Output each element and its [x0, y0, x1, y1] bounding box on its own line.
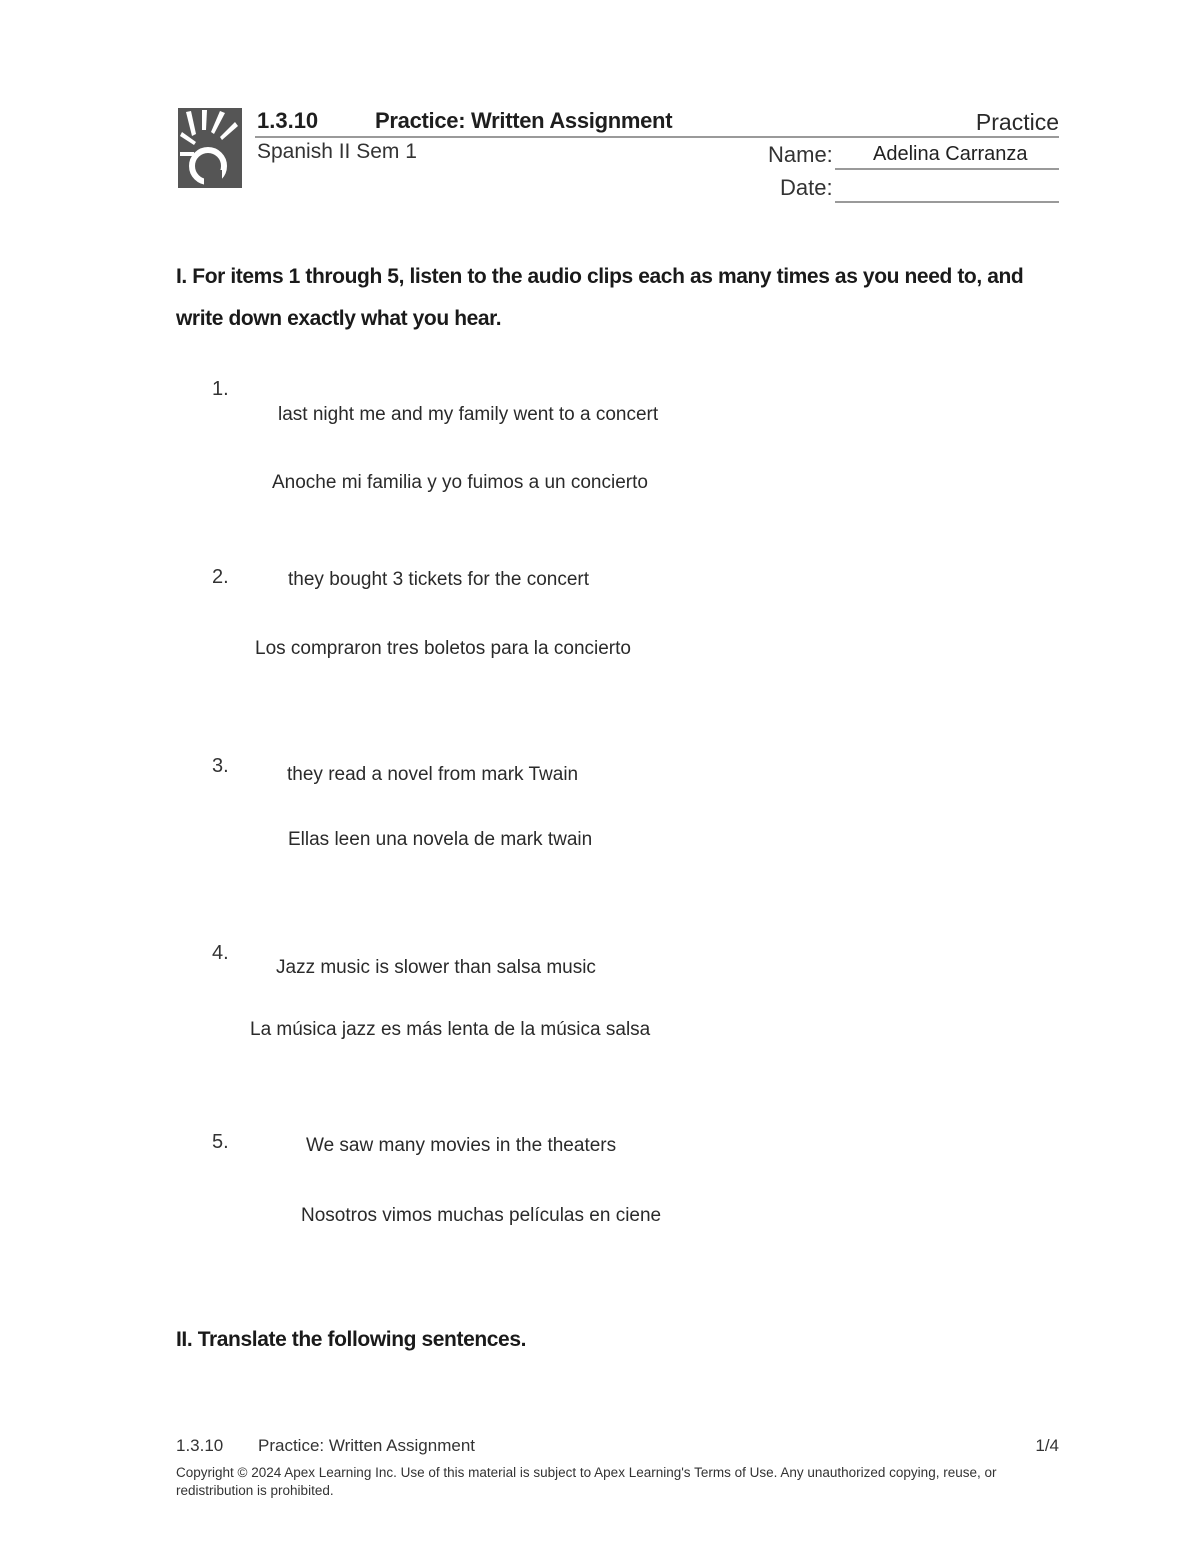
item-5-answer-text[interactable]: Nosotros vimos muchas películas en ciene — [301, 1205, 662, 1226]
page-number: 1/4 — [1035, 1436, 1059, 1455]
item-1-number: 1. — [212, 378, 229, 400]
item-3-answer-text[interactable]: Ellas leen una novela de mark twain — [288, 829, 593, 850]
item-4-heard-text[interactable]: Jazz music is slower than salsa music — [276, 957, 596, 978]
item-5-number: 5. — [212, 1131, 229, 1153]
item-1-heard-text[interactable]: last night me and my family went to a concert — [278, 404, 659, 425]
header-divider — [255, 136, 1059, 138]
document-type: Practice — [975, 109, 1059, 135]
item-4-answer-text[interactable]: La música jazz es más lenta de la música salsa — [250, 1019, 651, 1040]
date-field[interactable] — [835, 201, 1059, 203]
item-5-heard-text[interactable]: We saw many movies in the theaters — [306, 1135, 617, 1156]
course-code: 1.3.10 — [257, 108, 319, 133]
name-field[interactable]: Adelina Carranza — [873, 143, 1028, 165]
course-name: Spanish II Sem 1 — [257, 140, 417, 163]
item-1-answer-text[interactable]: Anoche mi familia y yo fuimos a un concierto — [272, 472, 648, 493]
item-2-answer-text[interactable]: Los compraron tres boletos para la concierto — [255, 638, 631, 659]
item-2-heard-text[interactable]: they bought 3 tickets for the concert — [288, 569, 590, 590]
item-3-number: 3. — [212, 755, 229, 777]
footer-course-code: 1.3.10 — [176, 1436, 224, 1455]
item-2-number: 2. — [212, 566, 229, 588]
copyright-notice: Copyright © 2024 Apex Learning Inc. Use of this material is subject to Apex Learning's Terms of Use. Any unauthorized copying, reuse, or redistribution is prohibited. — [176, 1465, 997, 1498]
name-label: Name: — [768, 142, 833, 167]
item-3-heard-text[interactable]: they read a novel from mark Twain — [287, 764, 579, 785]
assignment-title: Practice: Written Assignment — [375, 108, 673, 133]
item-4-number: 4. — [212, 942, 229, 964]
footer-title: Practice: Written Assignment — [258, 1436, 475, 1455]
date-label: Date: — [780, 175, 833, 200]
name-underline — [835, 168, 1059, 170]
apex-learning-logo-icon — [178, 108, 242, 188]
section-1-heading: I. For items 1 through 5, listen to the audio clips each as many times as you need to, and write down exactly what you hear. — [176, 265, 1024, 330]
section-2-heading: II. Translate the following sentences. — [176, 1328, 527, 1351]
